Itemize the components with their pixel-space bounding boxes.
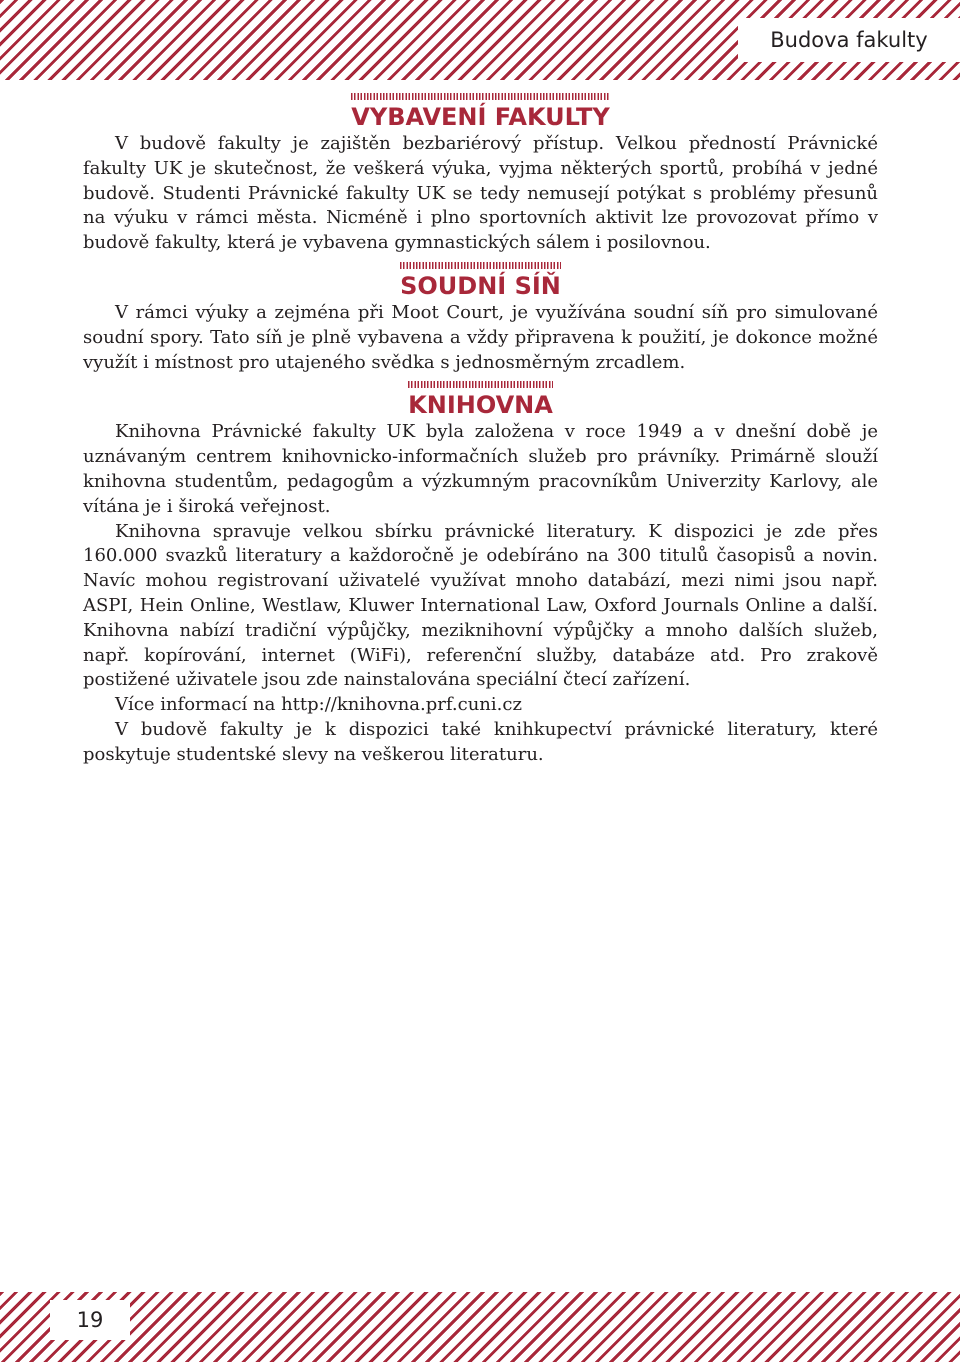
page-number: 19 — [50, 1300, 130, 1340]
paragraph: V budově fakulty je zajištěn bezbariérový přístup. Velkou předností Právnické fakulty UK je skutečnost, že veškerá výuka, vyjma některých sportů, probíhá v jedné budově. Studenti Právnické fakulty UK se tedy nemusejí potýkat s problémy přesunů na výuku v rámci města. Nicméně i plno sportovních aktivit lze provozovat přímo v budově fakulty, která je vybavena gymnastických sálem i posilovnou. — [83, 133, 878, 254]
paragraph: Knihovna spravuje velkou sbírku právnické literatury. K dispozici je zde přes 160.000 svazků literatury a každoročně je odebíráno na 300 titulů časopisů a novin. Navíc mohou registrovaní uživatelé využívat mnoho databází, mezi nimi jsou např. ASPI, Hein Online, Westlaw, Kluwer International Law, Oxford Journals Online a další. Knihovna nabízí tradiční výpůjčky, meziknihovní výpůjčky a mnoho dalších služeb, např. kopírování, internet (WiFi), referenční služby, databáze atd. Pro zrakově postižené uživatele jsou zde nainstalována speciální čtecí zařízení. — [83, 520, 878, 691]
paragraph: V rámci výuky a zejména při Moot Court, je využívána soudní síň pro simulované soudní spory. Tato síň je plně vybavena a vždy připravena k použití, je dokonce možné využít i místnost pro utajeného svědka s jednosměrným zrcadlem. — [83, 301, 878, 373]
running-header: Budova fakulty — [738, 18, 960, 62]
section-header-library — [83, 381, 878, 420]
heading-block — [351, 93, 609, 132]
section-title: KNIHOVNA — [408, 391, 553, 420]
library-link-paragraph: Více informací na http://knihovna.prf.cuni.cz — [115, 694, 522, 716]
page-content — [83, 93, 878, 768]
heading-block — [408, 381, 553, 420]
section-title: VYBAVENÍ FAKULTY — [351, 103, 610, 131]
section-title: SOUDNÍ SÍŇ — [400, 271, 561, 300]
paragraph: V budově fakulty je k dispozici také knihkupectví právnické literatury, které poskytuje studentské slevy na veškerou literaturu. — [83, 718, 878, 765]
heading-block — [400, 262, 561, 301]
bottom-stripe-band — [0, 1292, 960, 1362]
heading-rule — [400, 262, 561, 269]
heading-rule — [351, 93, 609, 100]
section-header-courtroom — [83, 262, 878, 301]
section-header-equipment — [83, 93, 878, 132]
heading-rule — [408, 381, 553, 388]
paragraph: Knihovna Právnické fakulty UK byla založena v roce 1949 a v dnešní době je uznávaným centrem knihovnicko-informačních služeb pro právníky. Primárně slouží knihovna studentům, pedagogům a výzkumným pracovníkům Univerzity Karlovy, ale vítána je i široká veřejnost. — [83, 421, 878, 517]
